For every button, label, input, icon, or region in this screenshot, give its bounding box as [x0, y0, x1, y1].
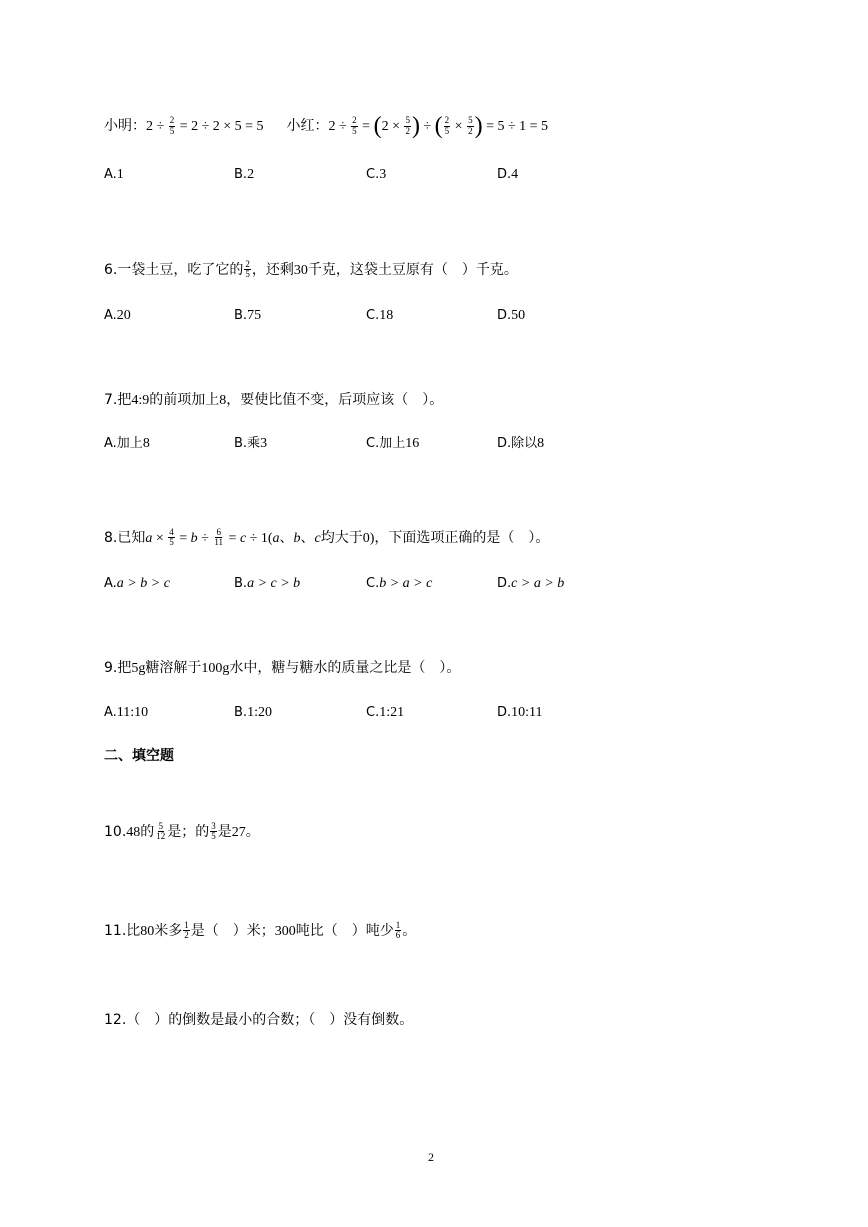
q8-var-c2: c — [314, 530, 321, 546]
q11-fraction-1: $\frac{1}{2}$ — [184, 920, 189, 941]
q7-number: 8 — [219, 393, 227, 408]
q6-option-b: B.75 — [234, 308, 262, 323]
q8-var-c: c — [239, 530, 247, 546]
q10-end: 。 — [245, 823, 260, 840]
q12-stem: 12.（ ）的倒数是最小的合数；（ ）没有倒数。 — [104, 1012, 414, 1028]
q5-formula-line — [104, 114, 548, 138]
q8-fraction-2: $\frac{6}{11}$ — [214, 527, 224, 548]
q8-div2: ÷ 1( — [246, 530, 273, 546]
xiaohong-tail: = 5 ÷ 1 = 5 — [482, 119, 549, 134]
xiaohong-div: ÷ — [419, 119, 435, 134]
xiaohong-expr-a: 2 ÷ — [328, 119, 351, 134]
q7-option-d: D.除以8 — [497, 436, 545, 451]
q7-prefix: 7.把 — [104, 392, 132, 408]
q8-stem — [104, 528, 549, 548]
q8-div1: ÷ — [197, 530, 213, 546]
q11-end: 。 — [402, 922, 417, 939]
q10-fraction-2: $\frac{3}{5}$ — [211, 821, 216, 842]
q8-prefix: 8.已知 — [104, 529, 146, 546]
q8-var-a: a — [145, 530, 153, 546]
xiaohong-fraction-4: $\frac{5}{2}$ — [468, 115, 473, 136]
paren-close-1: ) — [411, 113, 420, 139]
q8-sep2: 、 — [300, 529, 315, 546]
xiaohong-in1: 2 × — [381, 119, 404, 134]
q10-stem — [104, 822, 260, 842]
q9-mid: 糖溶解于 — [145, 660, 202, 676]
q7-stem — [104, 393, 443, 408]
q11-prefix: 11.比 — [104, 922, 141, 939]
q10-number-1: 48 — [126, 824, 141, 840]
q10-de: 的 — [140, 823, 155, 840]
q6-suffix: 千克，这袋土豆原有（ ）千克。 — [307, 261, 518, 278]
q5-option-b: B.2 — [234, 167, 255, 182]
q10-mid: 是；的 — [167, 823, 210, 840]
q7-ratio: 4:9 — [131, 393, 150, 408]
q8-var-a2: a — [272, 530, 280, 546]
q6-mid: ，还剩 — [251, 261, 294, 278]
q9-option-a: A.11:10 — [104, 705, 149, 720]
q9-option-b: B.1:20 — [234, 705, 272, 720]
q6-number: 30 — [293, 262, 308, 278]
q6-fraction: $\frac{2}{5}$ — [245, 259, 250, 280]
q11-mid3: 吨比（ ）吨少 — [295, 922, 394, 939]
q8-suffix-b: ，下面选项正确的是（ ）。 — [374, 529, 550, 546]
paren-close-2: ) — [474, 113, 483, 139]
xiaoming-expr-b: = 2 ÷ 2 × 5 = 5 — [176, 119, 264, 134]
q7-option-b: B.乘3 — [234, 436, 268, 451]
q5-option-d: D.4 — [497, 167, 519, 182]
q6-prefix: 6.一袋土豆，吃了它的 — [104, 261, 244, 278]
q9-stem — [104, 661, 460, 676]
q11-fraction-2: $\frac{1}{6}$ — [395, 920, 401, 941]
q5-option-c: C.3 — [366, 167, 387, 182]
q5-option-a: A.1 — [104, 167, 124, 182]
q11-number-1: 80 — [140, 923, 155, 939]
q9-amount-2: 100g — [201, 661, 230, 676]
page-number: 2 — [428, 1150, 434, 1164]
q8-option-b: B.a > c > b — [234, 576, 301, 591]
q8-option-a: A.a > b > c — [104, 576, 170, 591]
q8-eq2: = — [225, 530, 240, 546]
paren-open-2: ( — [434, 113, 443, 139]
q8-times: × — [152, 530, 168, 546]
q10-fraction-1: $\frac{5}{12}$ — [156, 821, 166, 842]
q8-option-c: C.b > a > c — [366, 576, 433, 591]
section-2-heading: 二、填空题 — [104, 748, 174, 764]
q10-shi: 是 — [217, 823, 232, 840]
q11-number-2: 300 — [274, 923, 296, 939]
xiaoming-label: 小明： — [104, 118, 146, 134]
q11-mid1: 米多 — [154, 922, 183, 939]
q9-suffix: 水中，糖与糖水的质量之比是（ ）。 — [229, 660, 461, 676]
q8-var-b: b — [190, 530, 198, 546]
xiaohong-fraction-2: $\frac{5}{2}$ — [405, 115, 410, 136]
q8-zero: 0) — [362, 530, 375, 546]
q6-option-a: A.20 — [104, 308, 131, 323]
q9-prefix: 9.把 — [104, 660, 132, 676]
xiaohong-label: 小红： — [286, 118, 329, 134]
xiaohong-eq: = — [358, 119, 374, 134]
q8-fraction-1: $\frac{4}{5}$ — [169, 527, 174, 548]
q9-amount-1: 5g — [131, 661, 146, 676]
q11-stem — [104, 921, 416, 941]
q9-option-c: C.1:21 — [366, 705, 405, 720]
q7-suffix: ，要使比值不变，后项应该（ ）。 — [226, 392, 444, 408]
q7-option-c: C.加上16 — [366, 436, 420, 451]
q10-prefix: 10. — [104, 823, 127, 840]
q6-option-c: C.18 — [366, 308, 394, 323]
q7-option-a: A.加上8 — [104, 436, 150, 451]
xiaoming-fraction: $\frac{2}{5}$ — [169, 115, 175, 136]
q6-option-d: D.50 — [497, 308, 526, 323]
q9-option-d: D.10:11 — [497, 705, 543, 720]
q7-mid: 的前项加上 — [149, 392, 220, 408]
xiaohong-fraction-3: $\frac{2}{5}$ — [444, 115, 450, 136]
q11-mid2: 是（ ）米； — [190, 922, 275, 939]
xiaohong-fraction-1: $\frac{2}{5}$ — [352, 115, 357, 136]
paren-open-1: ( — [373, 113, 382, 139]
q8-suffix-a: 均大于 — [320, 529, 363, 546]
q6-stem — [104, 260, 518, 280]
q8-sep1: 、 — [279, 529, 294, 546]
xiaoming-expr-a: 2 ÷ — [146, 119, 168, 134]
q10-number-2: 27 — [231, 824, 246, 840]
q8-eq1: = — [175, 530, 191, 546]
q8-option-d: D.c > a > b — [497, 576, 565, 591]
q8-var-b2: b — [293, 530, 301, 546]
xiaohong-times: × — [451, 119, 467, 134]
